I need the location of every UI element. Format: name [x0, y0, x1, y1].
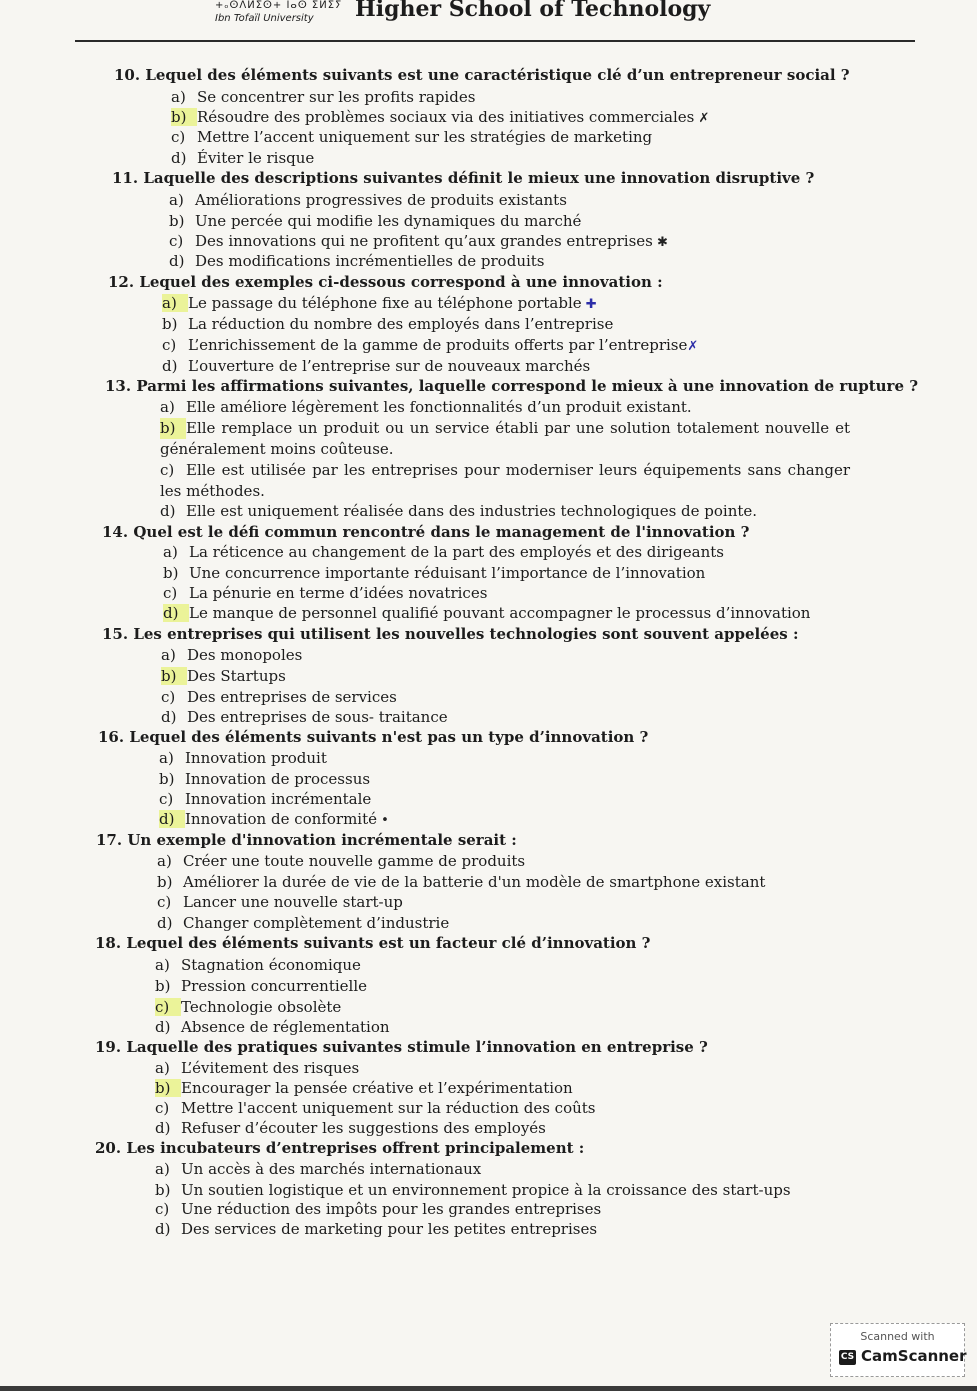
- scanned-with-label: Scanned with: [860, 1330, 935, 1343]
- q12-option-b: b) La réduction du nombre des employés dans l’entreprise: [162, 315, 614, 333]
- question-20: 20. Les incubateurs d’entreprises offrent principalement :: [95, 1139, 585, 1157]
- question-16: 16. Lequel des éléments suivants n'est pas un type d’innovation ?: [98, 728, 649, 746]
- question-number: 10.: [114, 66, 141, 84]
- q14-option-c: c) La pénurie en terme d’idées novatrices: [163, 584, 488, 602]
- q17-option-d: d) Changer complètement d’industrie: [157, 914, 450, 932]
- q15-option-b: b) Des Startups: [161, 667, 286, 685]
- q20-option-c: c) Une réduction des impôts pour les grandes entreprises: [155, 1200, 602, 1218]
- q10-option-c: c) Mettre l’accent uniquement sur les stratégies de marketing: [171, 128, 653, 146]
- page-header: [0, 0, 977, 42]
- q15-option-c: c) Des entreprises de services: [161, 688, 397, 706]
- q19-option-b: b) Encourager la pensée créative et l’expérimentation: [155, 1079, 573, 1097]
- question-10: [114, 66, 850, 84]
- cross-mark-icon: ✗: [694, 111, 710, 126]
- q16-option-b: b) Innovation de processus: [159, 770, 371, 788]
- q12-option-d: d) L’ouverture de l’entreprise sur de nouveaux marchés: [162, 357, 591, 375]
- question-15: 15. Les entreprises qui utilisent les nouvelles technologies sont souvent appelées :: [102, 625, 799, 643]
- q15-option-d: d) Des entreprises de sous- traitance: [161, 708, 448, 726]
- cross-mark-icon: ✗: [687, 339, 699, 354]
- q14-option-d: d) Le manque de personnel qualifié pouvant accompagner le processus d’innovation: [163, 604, 811, 622]
- q11-option-b: b) Une percée qui modifie les dynamiques du marché: [169, 212, 582, 230]
- q13-option-b: b) Elle remplace un produit ou un service établi par une solution totalement nouvelle et généralement moins coûteuse.: [160, 419, 850, 458]
- camscanner-logo-icon: CS: [839, 1350, 856, 1365]
- q18-option-c: c) Technologie obsolète: [155, 998, 342, 1016]
- q10-option-d: d) Éviter le risque: [171, 149, 315, 167]
- header-divider: [75, 40, 915, 42]
- q20-option-b: b) Un soutien logistique et un environnement propice à la croissance des start-ups: [155, 1181, 791, 1199]
- q12-option-a: a) Le passage du téléphone fixe au téléphone portable ✚: [162, 294, 597, 312]
- q10-option-b: b) Résoudre des problèmes sociaux via des initiatives commerciales ✗: [171, 108, 710, 126]
- q11-option-c: c) Des innovations qui ne profitent qu’aux grandes entreprises ✱: [169, 232, 668, 250]
- camscanner-watermark: [830, 1323, 965, 1377]
- question-14: 14. Quel est le défi commun rencontré dans le management de l'innovation ?: [102, 523, 750, 541]
- university-tifinagh-name: +ₒⵙⴷⵍⵉⵙ+ ⵏⴰⵙ ⵉⵍⵉⵢ: [215, 0, 343, 11]
- page-bottom-edge: [0, 1386, 977, 1391]
- question-18: 18. Lequel des éléments suivants est un facteur clé d’innovation ?: [95, 934, 651, 952]
- q13-option-a: a) Elle améliore légèrement les fonctionnalités d’un produit existant.: [160, 398, 692, 416]
- q15-option-a: a) Des monopoles: [161, 646, 303, 664]
- q19-option-c: c) Mettre l'accent uniquement sur la réduction des coûts: [155, 1099, 596, 1117]
- q18-option-d: d) Absence de réglementation: [155, 1018, 390, 1036]
- q18-option-a: a) Stagnation économique: [155, 956, 361, 974]
- question-13: 13. Parmi les affirmations suivantes, laquelle correspond le mieux à une innovation de rupture ?: [105, 377, 918, 395]
- q13-option-c: c) Elle est utilisée par les entreprises pour moderniser leurs équipements sans changer les méthodes.: [160, 461, 850, 500]
- star-mark-icon: ✱: [652, 235, 668, 250]
- q20-option-a: a) Un accès à des marchés internationaux: [155, 1160, 482, 1178]
- university-name: Ibn Tofaïl University: [215, 13, 314, 24]
- q14-option-a: a) La réticence au changement de la part des employés et des dirigeants: [163, 543, 724, 561]
- q17-option-a: a) Créer une toute nouvelle gamme de produits: [157, 852, 526, 870]
- camscanner-name: CamScanner: [861, 1347, 967, 1365]
- q19-option-a: a) L’évitement des risques: [155, 1059, 360, 1077]
- question-text: Lequel des éléments suivants est une caractéristique clé d’un entrepreneur social ?: [145, 66, 850, 84]
- q19-option-d: d) Refuser d’écouter les suggestions des employés: [155, 1119, 546, 1137]
- q20-option-d: d) Des services de marketing pour les petites entreprises: [155, 1220, 598, 1238]
- q13-option-d: d) Elle est uniquement réalisée dans des industries technologiques de pointe.: [160, 502, 758, 520]
- q16-option-c: c) Innovation incrémentale: [159, 790, 372, 808]
- q11-option-d: d) Des modifications incrémentielles de produits: [169, 252, 545, 270]
- arrow-mark-icon: ✚: [581, 297, 597, 312]
- q10-option-a: a) Se concentrer sur les profits rapides: [171, 88, 476, 106]
- q16-option-a: a) Innovation produit: [159, 749, 327, 767]
- school-name: Higher School of Technology: [355, 0, 711, 22]
- q14-option-b: b) Une concurrence importante réduisant l’importance de l’innovation: [163, 564, 706, 582]
- question-12: 12. Lequel des exemples ci-dessous correspond à une innovation :: [108, 273, 663, 291]
- q17-option-c: c) Lancer une nouvelle start-up: [157, 893, 403, 911]
- q12-option-c: c) L’enrichissement de la gamme de produits offerts par l’entreprise✗: [162, 336, 699, 354]
- q16-option-d: d) Innovation de conformité •: [159, 810, 389, 828]
- dot-mark-icon: •: [377, 813, 389, 828]
- q17-option-b: b) Améliorer la durée de vie de la batterie d'un modèle de smartphone existant: [157, 873, 766, 891]
- question-11: 11. Laquelle des descriptions suivantes définit le mieux une innovation disruptive ?: [112, 169, 815, 187]
- question-17: 17. Un exemple d'innovation incrémentale serait :: [96, 831, 517, 849]
- q18-option-b: b) Pression concurrentielle: [155, 977, 367, 995]
- question-19: 19. Laquelle des pratiques suivantes stimule l’innovation en entreprise ?: [95, 1038, 708, 1056]
- q11-option-a: a) Améliorations progressives de produits existants: [169, 191, 567, 209]
